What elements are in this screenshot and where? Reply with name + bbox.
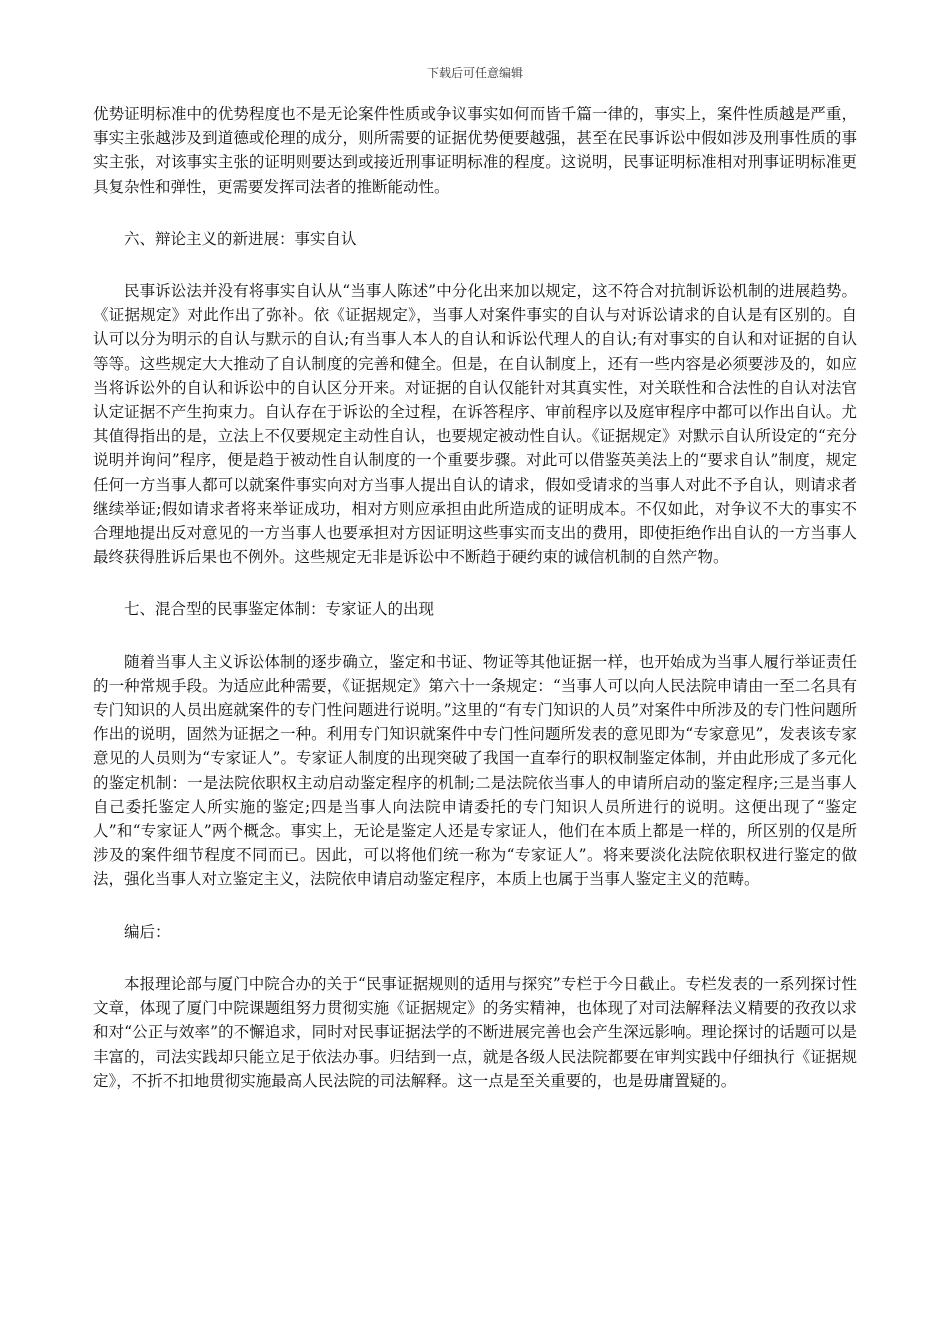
paragraph-gap <box>93 944 857 972</box>
paragraph-gap <box>93 622 857 650</box>
paragraph-section-6: 民事诉讼法并没有将事实自认从“当事人陈述”中分化出来加以规定，这不符合对抗制诉讼机制的进展趋势。《证据规定》对此作出了弥补。依《证据规定》，当事人对案件事实的自认与对诉讼请求的自认是有区别的。自认可以分为明示的自认与默示的自认;有当事人本人的自认和诉讼代理人的自认;有对事实的自认和对证据的自认等等。这些规定大大推动了自认制度的完善和健全。但是，在自认制度上，还有一些内容是必须要涉及的，如应当将诉讼外的自认和诉讼中的自认区分开来。对证据的自认仅能针对其真实性，对关联性和合法性的自认对法官认定证据不产生拘束力。自认存在于诉讼的全过程，在诉答程序、审前程序以及庭审程序中都可以作出自认。尤其值得指出的是，立法上不仅要规定主动性自认，也要规定被动性自认。《证据规定》对默示自认所设定的“充分说明并询问”程序，便是趋于被动性自认制度的一个重要步骤。对此可以借鉴英美法上的“要求自认”制度，规定任何一方当事人都可以就案件事实向对方当事人提出自认的请求，假如受请求的当事人对此不予自认，则请求者继续举证;假如请求者将来举证成功，相对方则应承担由此所造成的证明成本。不仅如此，对争议不大的事实不合理地提出反对意见的一方当事人也要承担对方因证明这些事实而支出的费用，即使拒绝作出自认的一方当事人最终获得胜诉后果也不例外。这些规定无非是诉讼中不断趋于硬约束的诚信机制的自然产物。 <box>93 282 857 567</box>
paragraph-intro: 优势证明标准中的优势程度也不是无论案件性质或争议事实如何而皆千篇一律的，事实上，案件性质越是严重，事实主张越涉及到道德或伦理的成分，则所需要的证据优势便要越强，甚至在民事诉讼中假如涉及刑事性质的事实主张，对该事实主张的证明则要达到或接近刑事证明标准的程度。这说明，民事证明标准相对刑事证明标准更具复杂性和弹性，更需要发挥司法者的推断能动性。 <box>93 105 857 196</box>
paragraph-postscript: 本报理论部与厦门中院合办的关于“民事证据规则的适用与探究”专栏于今日截止。专栏发表的一系列探讨性文章，体现了厦门中院课题组努力贯彻实施《证据规定》的务实精神，也体现了对司法解释法义精要的孜孜以求和对“公正与效率”的不懈追求，同时对民事证据法学的不断进展完善也会产生深远影响。理论探讨的话题可以是丰富的，司法实践却只能立足于依法办事。归结到一点，就是各级人民法院都要在审判实践中仔细执行《证据规定》，不折不扣地贯彻实施最高人民法院的司法解释。这一点是至关重要的，也是毋庸置疑的。 <box>93 974 857 1090</box>
paragraph-section-7: 随着当事人主义诉讼体制的逐步确立，鉴定和书证、物证等其他证据一样，也开始成为当事人履行举证责任的一种常规手段。为适应此种需要，《证据规定》第六十一条规定：“当事人可以向人民法院申请由一至二名具有专门知识的人员出庭就案件的专门性问题进行说明。”这里的“有专门知识的人员”对案件中所涉及的专门性问题所作出的说明，固然为证据之一种。利用专门知识就案件中专门性问题所发表的意见即为“专家意见”，发表该专家意见的人员则为“专家证人”。专家证人制度的出现突破了我国一直奉行的职权制鉴定体制，并由此形成了多元化的鉴定机制：一是法院依职权主动启动鉴定程序的机制;二是法院依当事人的申请所启动的鉴定程序;三是当事人自己委托鉴定人所实施的鉴定;四是当事人向法院申请委托的专门知识人员所进行的说明。这便出现了“鉴定人”和“专家证人”两个概念。事实上，无论是鉴定人还是专家证人，他们在本质上都是一样的，所区别的仅是所涉及的案件细节程度不同而已。因此，可以将他们统一称为“专家证人”。将来要淡化法院依职权进行鉴定的做法，强化当事人对立鉴定主义，法院依申请启动鉴定程序，本质上也属于当事人鉴定主义的范畴。 <box>93 652 857 889</box>
page-header: 下载后可任意编辑 <box>426 66 523 80</box>
document-body <box>93 102 857 1093</box>
paragraph-gap <box>93 251 857 279</box>
paragraph-gap <box>93 199 857 227</box>
section-heading-7: 七、混合型的民事鉴定体制：专家证人的出现 <box>124 600 435 619</box>
paragraph-gap <box>93 892 857 920</box>
paragraph-gap <box>93 569 857 597</box>
postscript-heading: 编后： <box>124 922 171 941</box>
section-heading-6: 六、辩论主义的新进展：事实自认 <box>124 229 357 248</box>
